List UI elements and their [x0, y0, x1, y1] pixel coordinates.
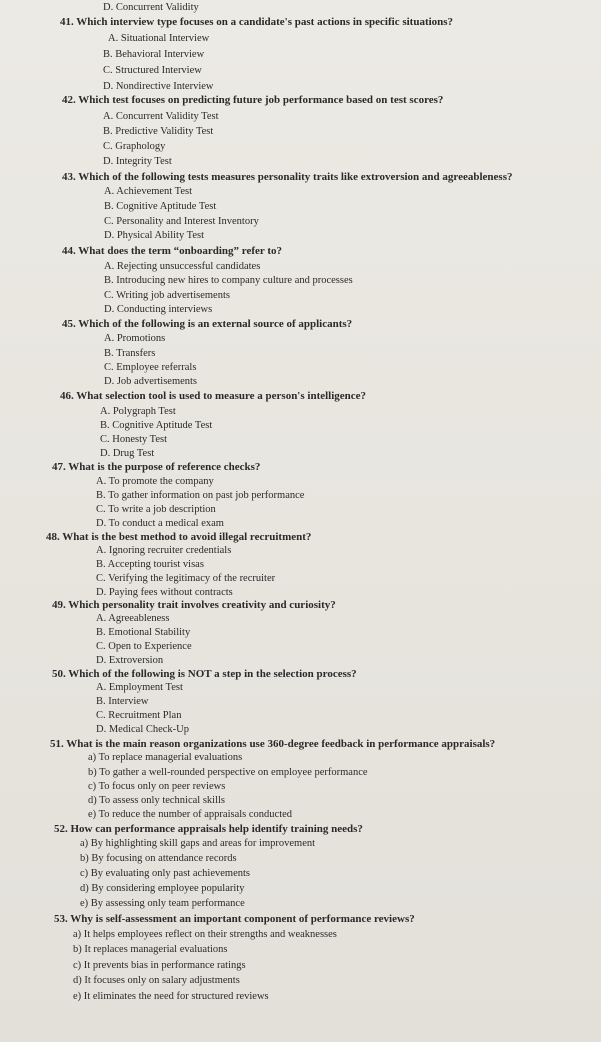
- option-text: b) It replaces managerial evaluations: [73, 944, 228, 955]
- option-text: A. Concurrent Validity Test: [103, 111, 219, 122]
- question-stem: 52. How can performance appraisals help identify training needs?: [54, 823, 363, 835]
- option-text: e) To reduce the number of appraisals conducted: [88, 809, 293, 820]
- option-text: D. To conduct a medical exam: [96, 518, 224, 529]
- option-text: A. To promote the company: [96, 476, 214, 487]
- option-text: C. Verifying the legitimacy of the recruiter: [96, 573, 276, 584]
- option-text: B. Transfers: [104, 348, 156, 359]
- option-text: e) By assessing only team performance: [80, 898, 245, 909]
- question-stem: 50. Which of the following is NOT a step in the selection process?: [52, 668, 357, 680]
- option-text: D. Drug Test: [100, 448, 155, 459]
- question-stem: 53. Why is self-assessment an important component of performance reviews?: [54, 913, 415, 925]
- option-text: c) It prevents bias in performance ratings: [73, 960, 246, 971]
- option-text: C. Honesty Test: [100, 434, 168, 445]
- question-stem: 44. What does the term “onboarding” refer to?: [62, 245, 282, 257]
- option-text: D. Paying fees without contracts: [96, 587, 233, 598]
- option-text: D. Medical Check-Up: [96, 724, 190, 735]
- question-stem: 42. Which test focuses on predicting future job performance based on test scores?: [62, 94, 444, 106]
- option-text: a) It helps employees reflect on their strengths and weaknesses: [73, 929, 337, 940]
- option-text: a) By highlighting skill gaps and areas for improvement: [80, 838, 316, 849]
- option-text: B. To gather information on past job performance: [96, 490, 305, 501]
- option-text: D. Integrity Test: [103, 156, 172, 167]
- option-text: A. Achievement Test: [104, 186, 193, 197]
- option-text: C. To write a job description: [96, 504, 216, 515]
- option-text: A. Rejecting unsuccessful candidates: [104, 261, 261, 272]
- option-text: c) To focus only on peer reviews: [88, 781, 226, 792]
- option-text: D. Conducting interviews: [104, 304, 213, 315]
- option-text: e) It eliminates the need for structured reviews: [73, 991, 269, 1002]
- option-text: B. Cognitive Aptitude Test: [100, 420, 213, 431]
- option-text: D. Extroversion: [96, 655, 164, 666]
- option-text: C. Graphology: [103, 141, 166, 152]
- option-text: A. Ignoring recruiter credentials: [96, 545, 232, 556]
- option-text: B. Cognitive Aptitude Test: [104, 201, 217, 212]
- option-text: A. Situational Interview: [108, 33, 210, 44]
- option-text: B. Behavioral Interview: [103, 49, 205, 60]
- question-stem: 49. Which personality trait involves creativity and curiosity?: [52, 599, 336, 611]
- option-text: D. Nondirective Interview: [103, 81, 214, 92]
- option-text: B. Introducing new hires to company culture and processes: [104, 275, 353, 286]
- option-text: C. Personality and Interest Inventory: [104, 216, 259, 227]
- option-text: C. Employee referrals: [104, 362, 197, 373]
- question-stem: 41. Which interview type focuses on a candidate's past actions in specific situations?: [60, 16, 454, 28]
- option-text: B. Accepting tourist visas: [96, 559, 204, 570]
- option-text: d) To assess only technical skills: [88, 795, 226, 806]
- option-text: A. Agreeableness: [96, 613, 170, 624]
- option-text: D. Job advertisements: [104, 376, 198, 387]
- option-text: A. Polygraph Test: [100, 406, 176, 417]
- option-text: A. Employment Test: [96, 682, 183, 693]
- option-text: C. Structured Interview: [103, 65, 202, 76]
- option-text: d) By considering employee popularity: [80, 883, 245, 894]
- option-text: C. Recruitment Plan: [96, 710, 182, 721]
- option-text: B. Predictive Validity Test: [103, 126, 214, 137]
- option-text: b) By focusing on attendance records: [80, 853, 237, 864]
- question-stem: 43. Which of the following tests measures personality traits like extroversion and agreeableness?: [62, 171, 513, 183]
- option-text: D. Physical Ability Test: [104, 230, 204, 241]
- question-stem: 45. Which of the following is an external source of applicants?: [62, 318, 353, 330]
- question-stem: 51. What is the main reason organizations use 360-degree feedback in performance appraisals?: [50, 738, 496, 750]
- option-text: b) To gather a well-rounded perspective on employee performance: [88, 767, 368, 778]
- option-text: A. Promotions: [104, 333, 166, 344]
- question-stem: 48. What is the best method to avoid illegal recruitment?: [46, 531, 312, 543]
- question-stem: 47. What is the purpose of reference checks?: [52, 461, 261, 473]
- option-text: a) To replace managerial evaluations: [88, 752, 243, 763]
- option-text: C. Writing job advertisements: [104, 290, 230, 301]
- option-text: d) It focuses only on salary adjustments: [73, 975, 240, 986]
- question-stem: 46. What selection tool is used to measure a person's intelligence?: [60, 390, 367, 402]
- option-text: D. Concurrent Validity: [103, 2, 199, 13]
- option-text: c) By evaluating only past achievements: [80, 868, 250, 879]
- option-text: B. Emotional Stability: [96, 627, 191, 638]
- option-text: C. Open to Experience: [96, 641, 192, 652]
- option-text: B. Interview: [96, 696, 149, 707]
